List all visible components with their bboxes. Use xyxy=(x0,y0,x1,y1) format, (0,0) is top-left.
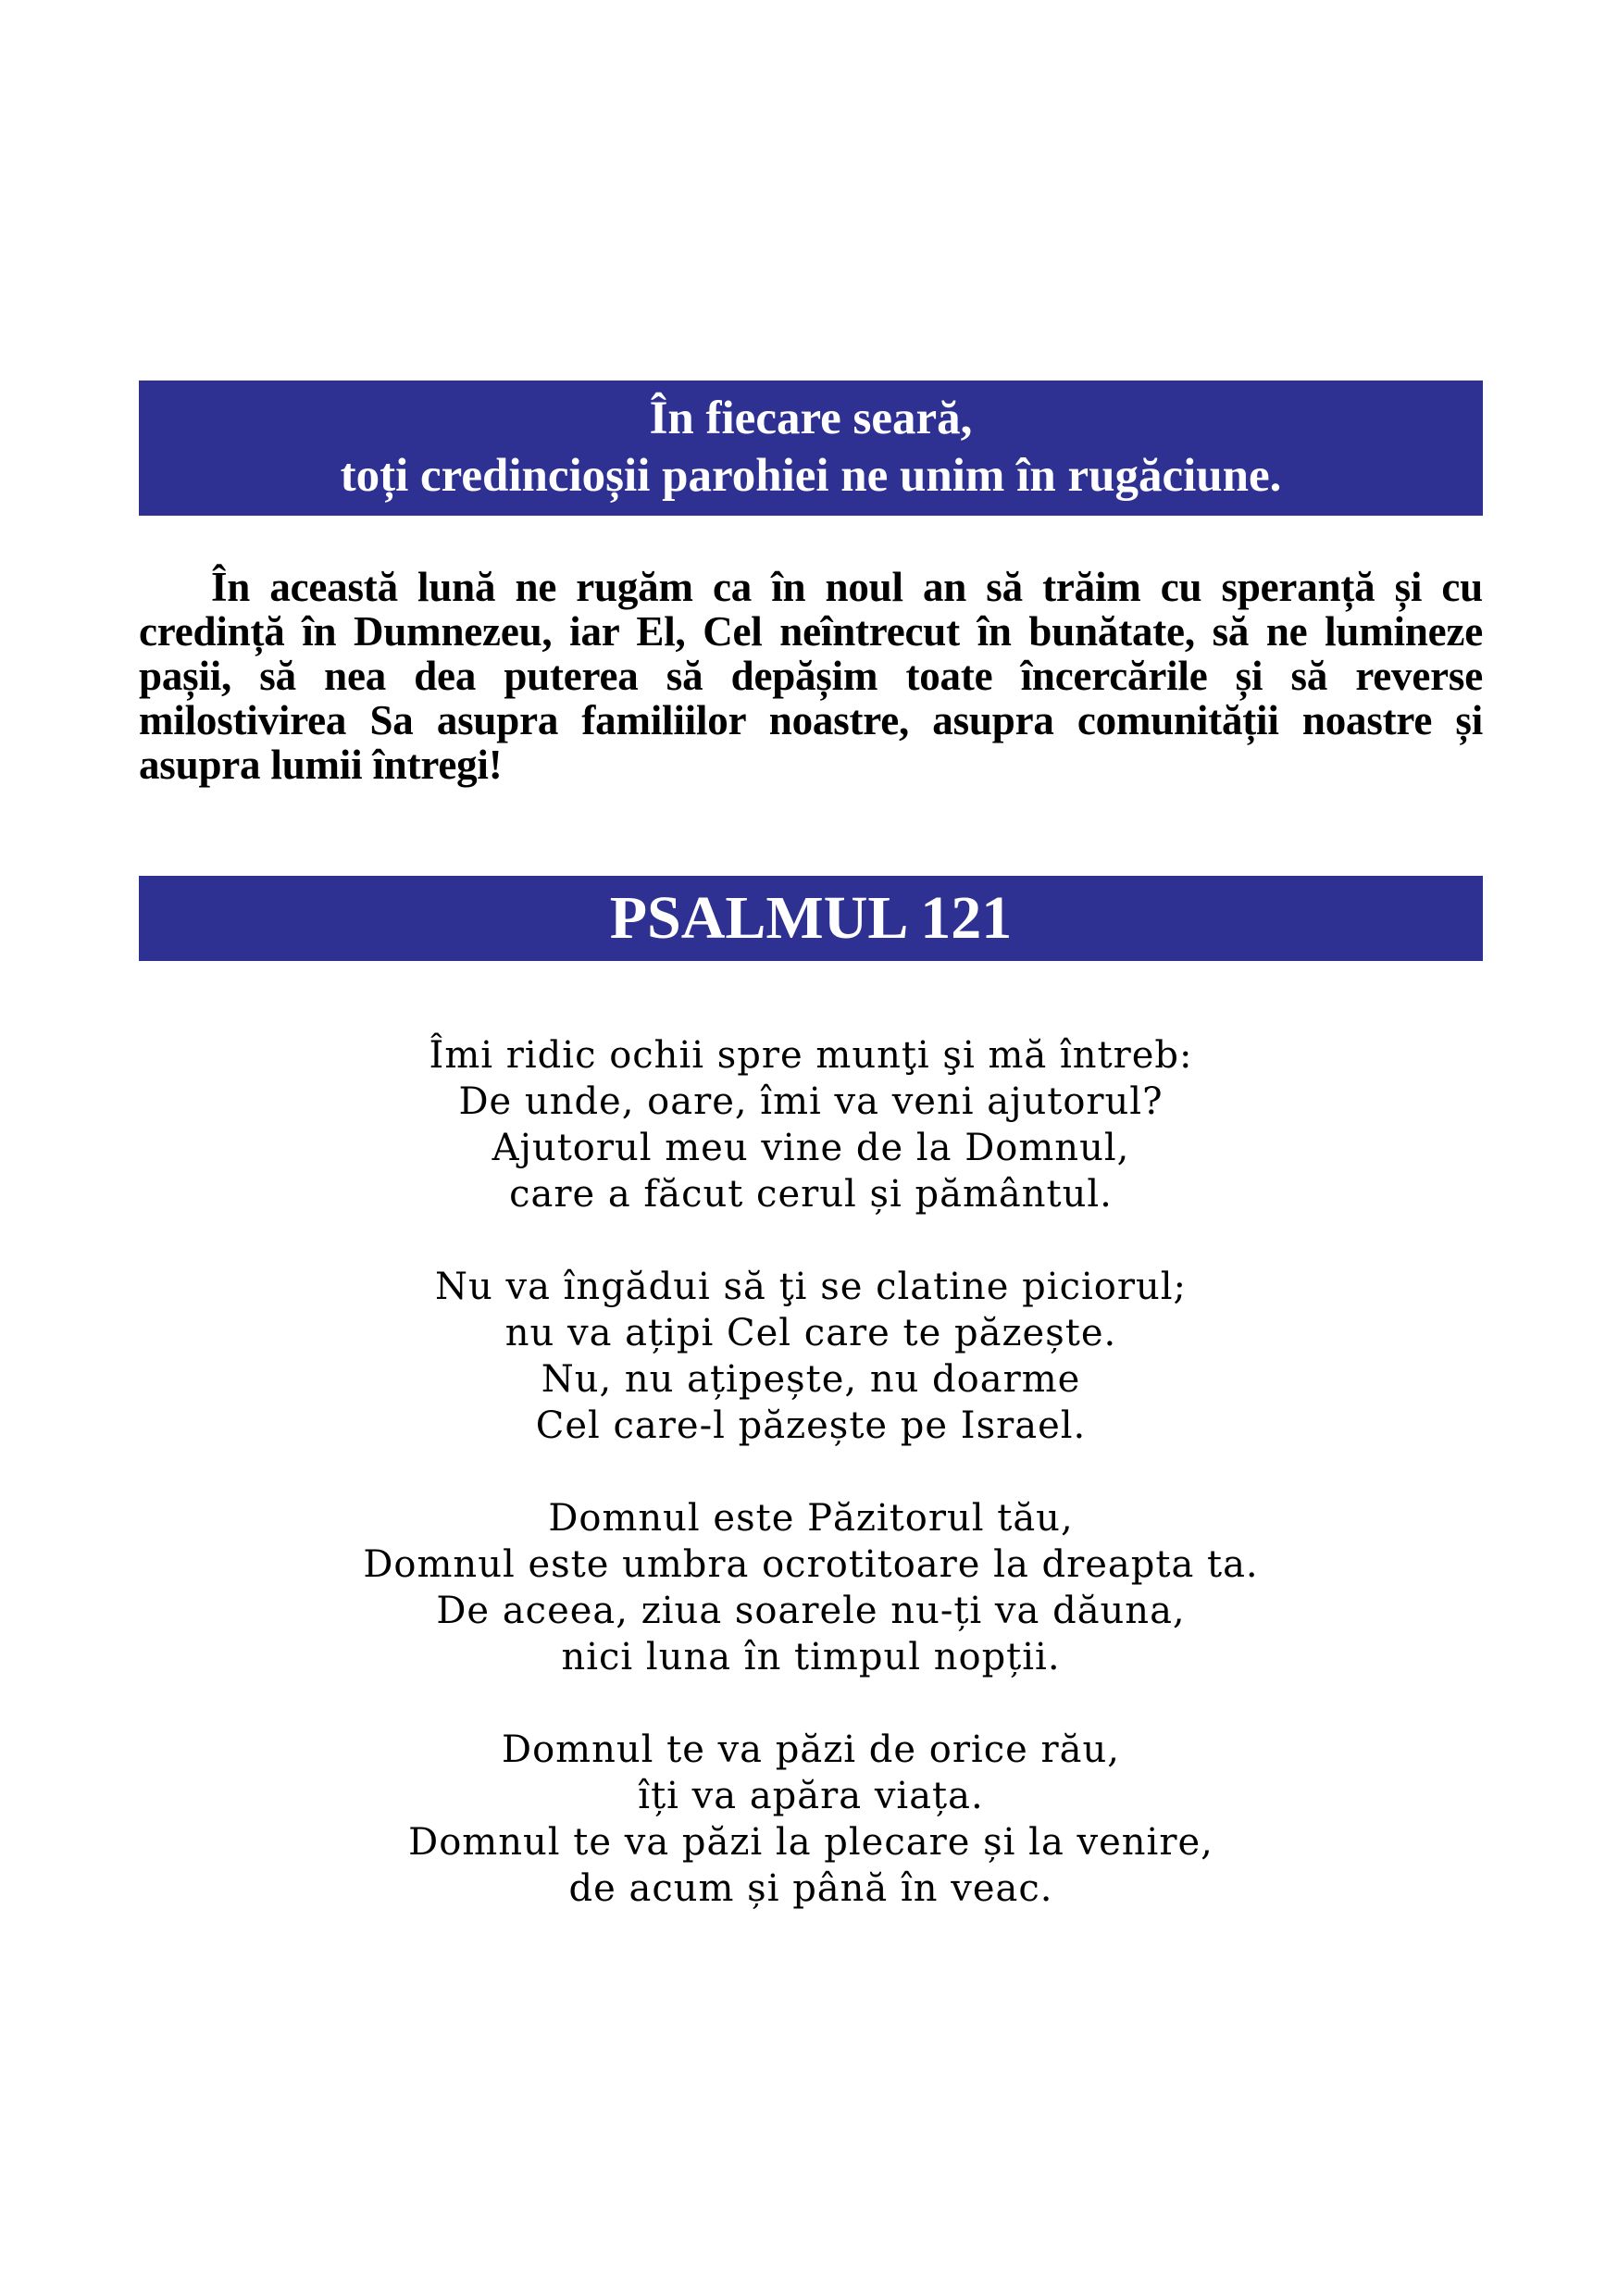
psalm-text xyxy=(139,1032,1483,1958)
psalm-stanza xyxy=(139,1032,1483,1217)
psalm-line: nici luna în timpul nopții. xyxy=(561,1636,1061,1678)
psalm-line: care a făcut cerul și pământul. xyxy=(509,1173,1113,1216)
psalm-line: Nu, nu ațipește, nu doarme xyxy=(541,1358,1081,1401)
psalm-line: Nu va îngădui să ţi se clatine piciorul; xyxy=(435,1266,1187,1308)
psalm-line: Domnul este Păzitorul tău, xyxy=(548,1497,1074,1540)
psalm-line: de acum și până în veac. xyxy=(568,1867,1053,1910)
intro-banner-line-2: toți credincioșii parohiei ne unim în rugăciune. xyxy=(340,450,1282,502)
psalm-line: De unde, oare, îmi va veni ajutorul? xyxy=(458,1080,1164,1123)
psalm-title: PSALMUL 121 xyxy=(609,884,1013,952)
intro-banner-line-1: În fiecare seară, xyxy=(649,393,973,444)
psalm-title-banner xyxy=(139,876,1483,961)
psalm-line: îți va apăra viața. xyxy=(638,1775,984,1817)
psalm-stanza xyxy=(139,1495,1483,1680)
psalm-line: Îmi ridic ochii spre munţi şi mă întreb: xyxy=(429,1034,1193,1077)
psalm-line: Ajutorul meu vine de la Domnul, xyxy=(492,1127,1130,1169)
psalm-stanza xyxy=(139,1727,1483,1912)
psalm-line: nu va ațipi Cel care te păzește. xyxy=(504,1312,1117,1354)
psalm-line: Domnul te va păzi la plecare și la venire, xyxy=(408,1821,1214,1864)
intention-paragraph: În această lună ne rugăm ca în noul an să trăim cu speranță și cu credință în Dumnezeu, iar El, Cel neîntrecut în bunătate, să ne lumineze pașii, să nea dea puterea să depășim toate încercările și să reverse milostivirea Sa asupra familiilor noastre, asupra comunității noastre și asupra lumii întregi! xyxy=(139,564,1483,788)
psalm-stanza xyxy=(139,1264,1483,1449)
psalm-line: Domnul este umbra ocrotitoare la dreapta ta. xyxy=(363,1543,1259,1586)
psalm-line: De aceea, ziua soarele nu-ți va dăuna, xyxy=(436,1590,1186,1632)
intro-banner xyxy=(139,381,1483,516)
psalm-line: Cel care-l păzește pe Israel. xyxy=(535,1404,1087,1447)
psalm-line: Domnul te va păzi de orice rău, xyxy=(502,1728,1120,1771)
